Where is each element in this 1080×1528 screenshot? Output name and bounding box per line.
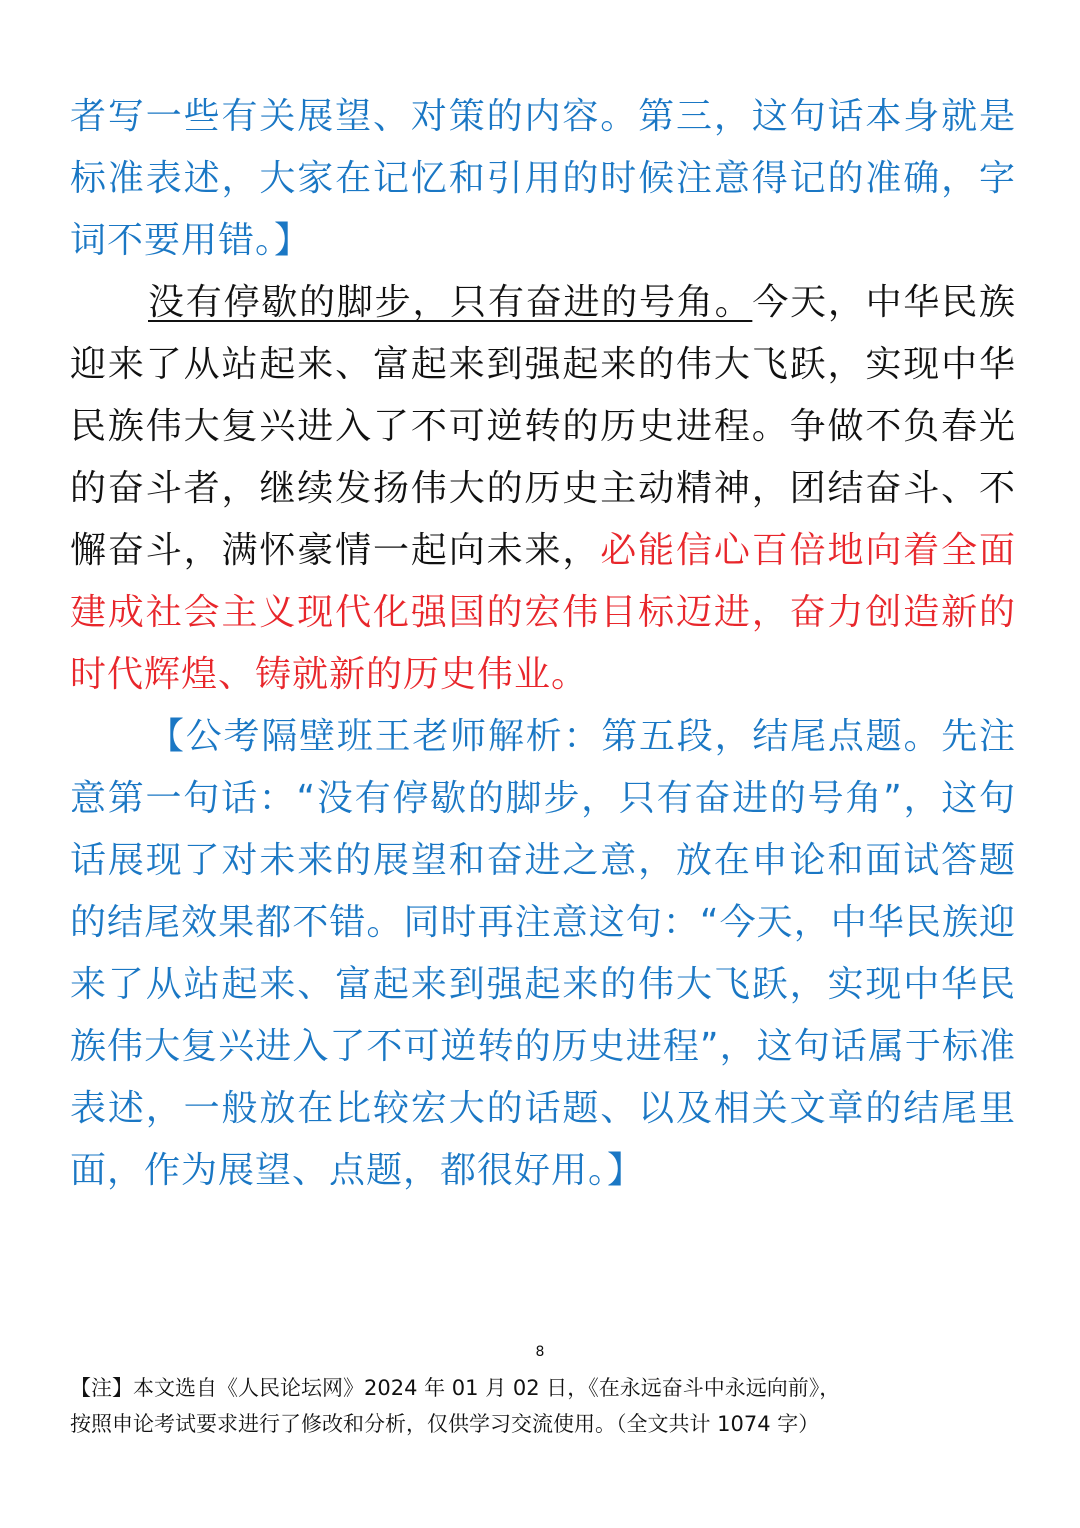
- footnote-line-1: 【注】本文选自《人民论坛网》2024 年 01 月 02 日，《在永远奋斗中永远向前》，: [70, 1376, 841, 1400]
- body-text: 今天，中华民族迎来了从站起来、富起来到强起来的伟大飞跃，实现中华民族伟大复兴进入了不可逆转的历史进程。争做不负春光的奋斗者，继续发扬伟大的历史主动精神，团结奋斗、不懈奋斗，满怀豪情一起向未来，: [70, 282, 1016, 571]
- highlighted-text: 必能信心百倍地向着全面建成社会主义现代化强国的宏伟目标迈进，奋力创造新的时代辉煌、铸就新的历史伟业。: [70, 530, 1016, 695]
- footnote-line-2: 按照申论考试要求进行了修改和分析，仅供学习交流使用。（全文共计 1074 字）: [70, 1412, 820, 1436]
- teacher-analysis: 【公考隔壁班王老师解析：第五段，结尾点题。先注意第一句话：“没有停歇的脚步，只有奋进的号角”，这句话展现了对未来的展望和奋进之意，放在申论和面试答题的结尾效果都不错。同时再注意这句：“今天，中华民族迎来了从站起来、富起来到强起来的伟大飞跃，实现中华民族伟大复兴进入了不可逆转的历史进程”，这句话属于标准表述，一般放在比较宏大的话题、以及相关文章的结尾里面，作为展望、点题，都很好用。】: [70, 716, 1016, 1191]
- footnote: [70, 1370, 1020, 1442]
- analysis-continuation: 者写一些有关展望、对策的内容。第三，这句话本身就是标准表述，大家在记忆和引用的时候注意得记的准确，字词不要用错。】: [70, 96, 1016, 261]
- main-paragraph: [70, 272, 1016, 706]
- page-number: 8: [535, 1344, 545, 1360]
- document-body: [70, 86, 1016, 1202]
- key-sentence: 没有停歇的脚步，只有奋进的号角。: [148, 282, 753, 323]
